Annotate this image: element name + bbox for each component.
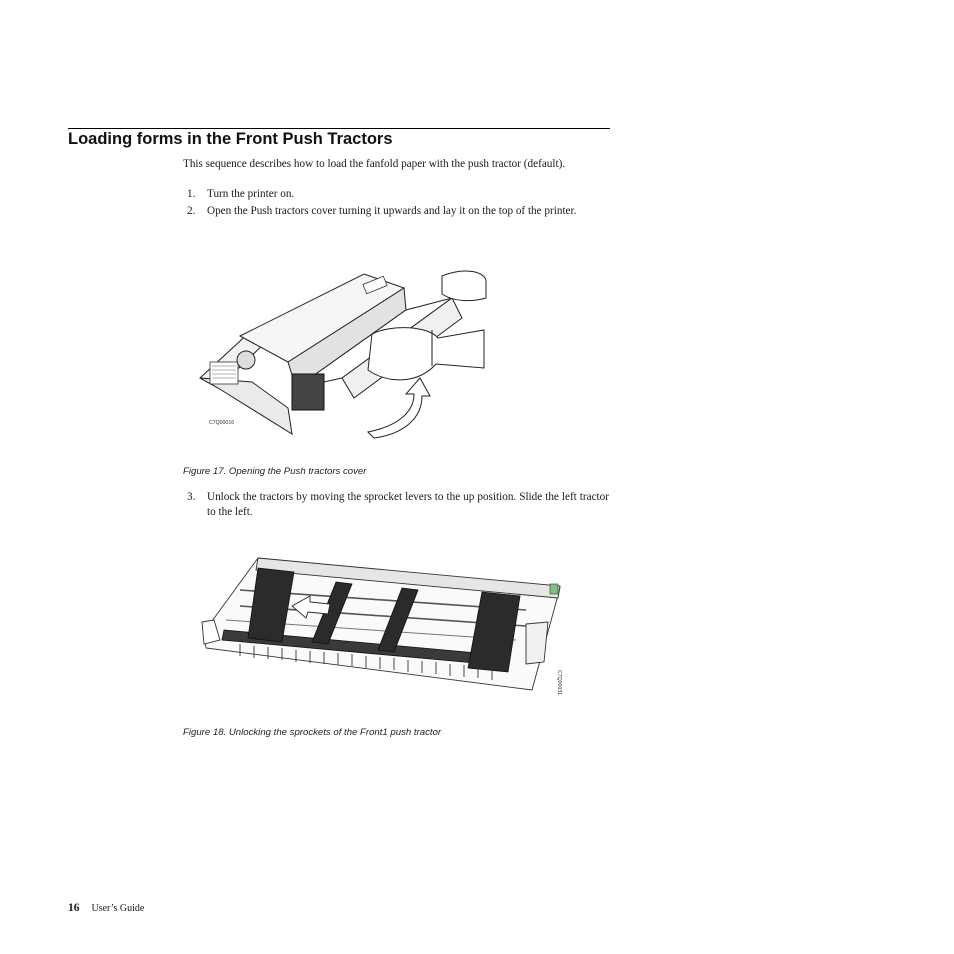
- page-footer: [68, 902, 144, 914]
- doc-title: User’s Guide: [91, 903, 145, 914]
- step-number: 3.: [187, 491, 196, 503]
- step-number: 1.: [187, 188, 196, 200]
- step-text: Open the Push tractors cover turning it upwards and lay it on the top of the printer.: [207, 205, 577, 217]
- intro-paragraph: This sequence describes how to load the fanfold paper with the push tractor (default).: [183, 158, 566, 170]
- section-rule: [68, 128, 610, 129]
- section-title: Loading forms in the Front Push Tractors: [68, 130, 393, 148]
- figure-18-illustration: [196, 552, 572, 722]
- figure-18-ref-code: C7Q00031: [556, 670, 562, 696]
- step-text: Unlock the tractors by moving the sprocket levers to the up position. Slide the left tractor to the left.: [207, 491, 609, 518]
- figure-17-caption: Figure 17. Opening the Push tractors cover: [183, 466, 367, 477]
- figure-17-ref-code: C7Q00016: [209, 420, 235, 426]
- step-number: 2.: [187, 205, 196, 217]
- figure-18-caption: Figure 18. Unlocking the sprockets of the Front1 push tractor: [183, 727, 442, 738]
- page-number: 16: [68, 902, 80, 914]
- step-text: Turn the printer on.: [207, 188, 295, 200]
- figure-17-illustration: [192, 258, 492, 440]
